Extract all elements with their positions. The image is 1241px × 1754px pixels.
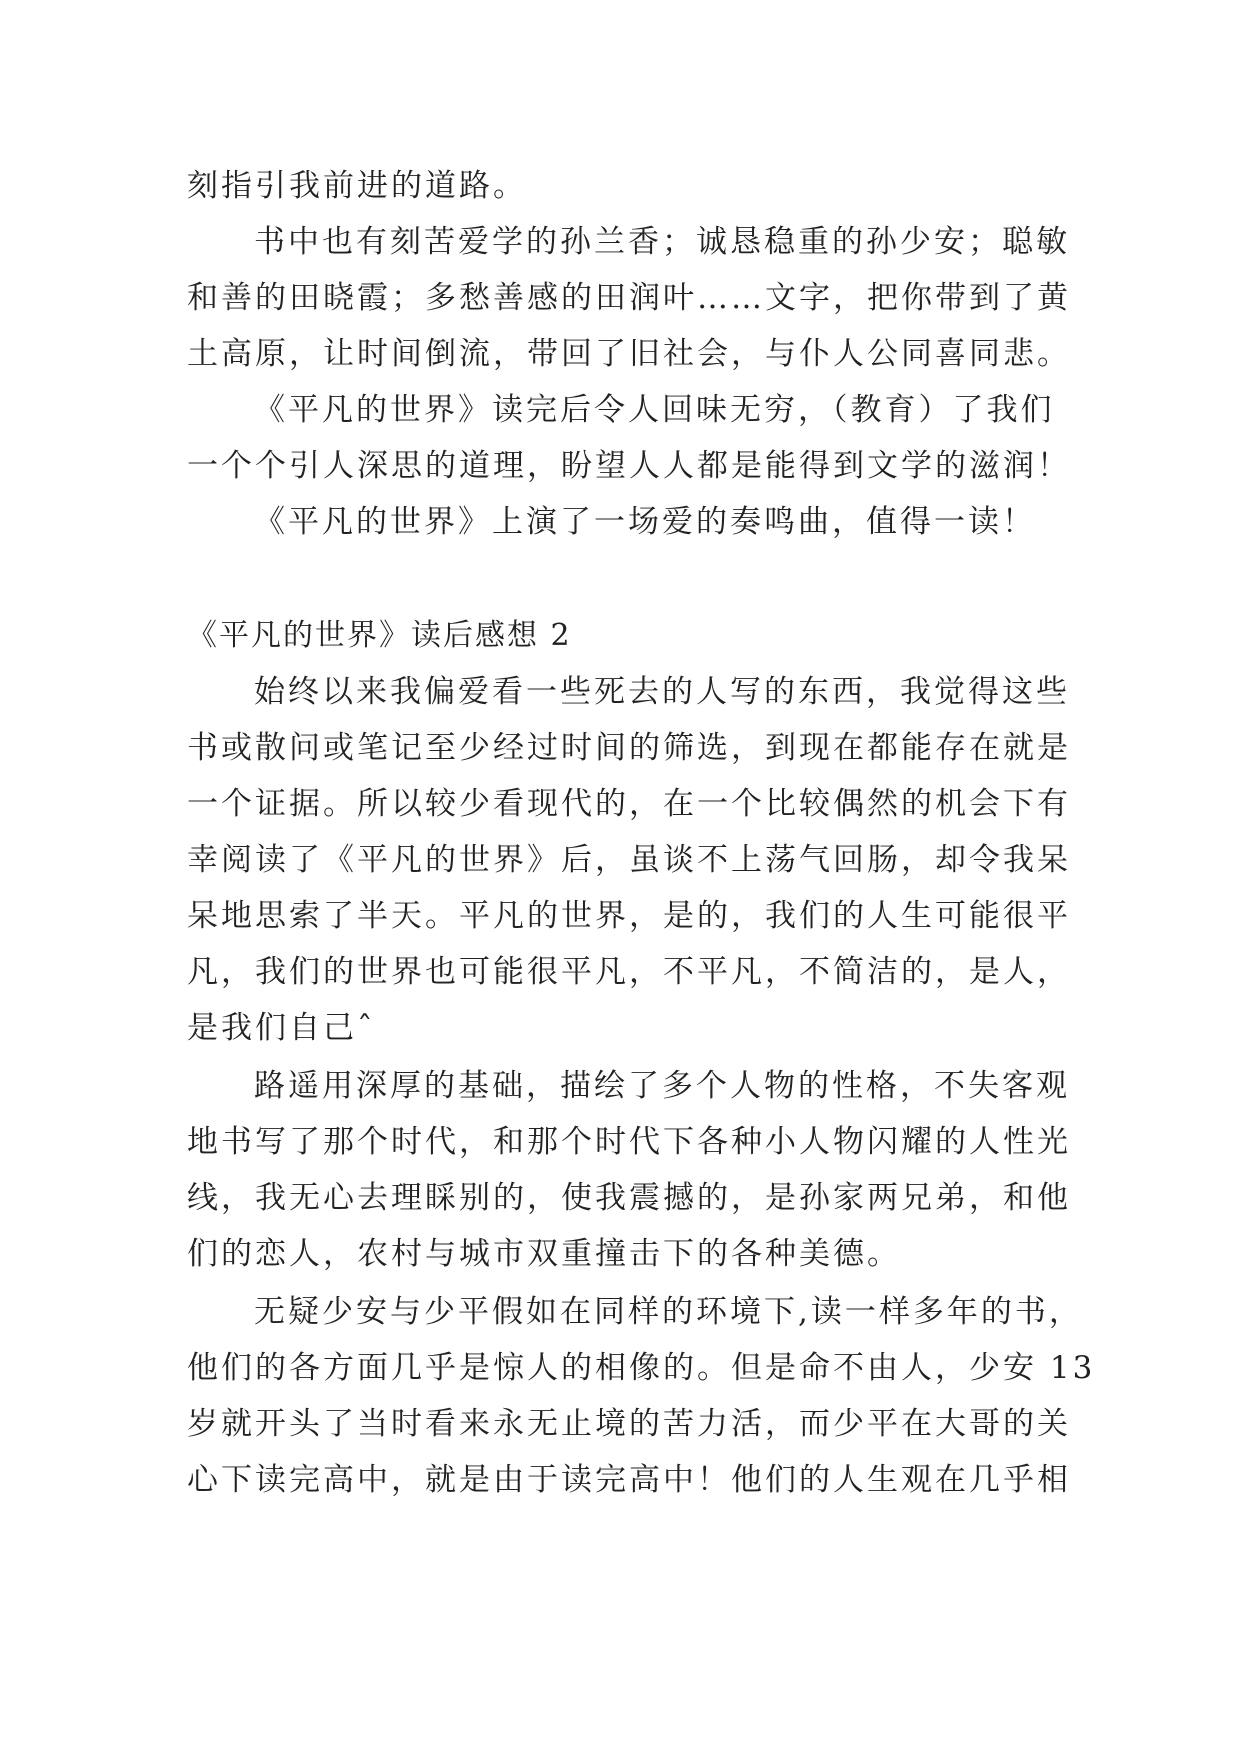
paragraph-line: 无疑少安与少平假如在同样的环境下,读一样多年的书， — [254, 1294, 1083, 1330]
paragraph-line: 始终以来我偏爱看一些死去的人写的东西，我觉得这些 — [254, 674, 1070, 710]
paragraph-line: 土高原，让时间倒流，带回了旧社会，与仆人公同喜同悲。 — [187, 336, 1071, 372]
paragraph-line: 《平凡的世界》读完后令人回味无穷，（教育）了我们 — [254, 392, 1055, 428]
paragraph-line: 呆地思索了半天。平凡的世界，是的，我们的人生可能很平 — [187, 898, 1071, 934]
paragraph-line: 和善的田晓霞；多愁善感的田润叶……文字，把你带到了黄 — [187, 280, 1071, 316]
paragraph-line: 他们的各方面几乎是惊人的相像的。但是命不由人，少安 13 — [187, 1350, 1096, 1386]
paragraph-line: 心下读完高中，就是由于读完高中！他们的人生观在几乎相 — [187, 1462, 1071, 1498]
paragraph-line: 线，我无心去理睬别的，使我震撼的，是孙家两兄弟，和他 — [187, 1180, 1071, 1216]
paragraph-line: 《平凡的世界》上演了一场爱的奏鸣曲，值得一读！ — [254, 504, 1036, 540]
paragraph-line: 凡，我们的世界也可能很平凡，不平凡，不简洁的，是人， — [187, 954, 1071, 990]
section-heading: 《平凡的世界》读后感想 2 — [187, 618, 572, 653]
paragraph-line: 路遥用深厚的基础，描绘了多个人物的性格，不失客观 — [254, 1068, 1070, 1104]
paragraph-line: 书或散问或笔记至少经过时间的筛选，到现在都能存在就是 — [187, 730, 1071, 766]
paragraph-line: 书中也有刻苦爱学的孙兰香；诚恳稳重的孙少安；聪敏 — [254, 224, 1070, 260]
paragraph-line: 一个个引人深思的道理，盼望人人都是能得到文学的滋润！ — [187, 448, 1071, 484]
paragraph-line: 们的恋人，农村与城市双重撞击下的各种美德。 — [187, 1236, 901, 1272]
paragraph-line: 岁就开头了当时看来永无止境的苦力活，而少平在大哥的关 — [187, 1406, 1071, 1442]
paragraph-line: 刻指引我前进的道路。 — [187, 168, 527, 204]
paragraph-line: 一个证据。所以较少看现代的，在一个比较偶然的机会下有 — [187, 786, 1071, 822]
paragraph-line: 是我们自己ˆ — [187, 1010, 376, 1046]
paragraph-line: 地书写了那个时代，和那个时代下各种小人物闪耀的人性光 — [187, 1124, 1071, 1160]
paragraph-line: 幸阅读了《平凡的世界》后，虽谈不上荡气回肠，却令我呆 — [187, 842, 1071, 878]
